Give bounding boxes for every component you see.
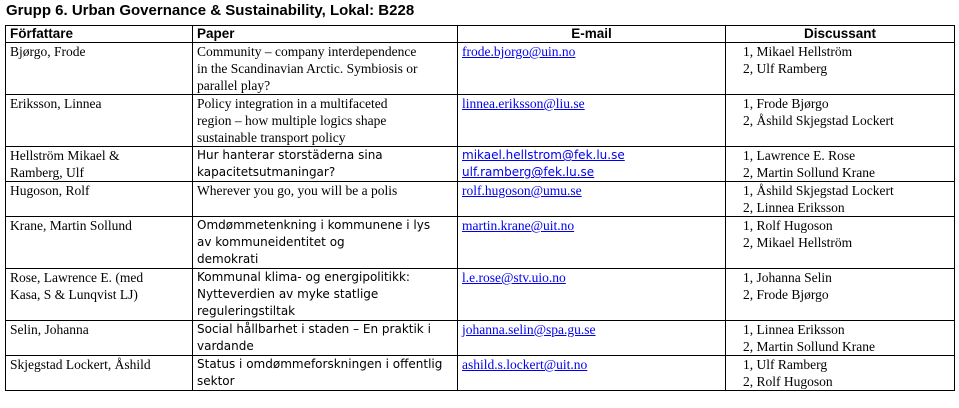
paper-title-line: kapacitetsutmaningar? bbox=[197, 165, 336, 179]
author-line: Kasa, S & Lunqvist LJ) bbox=[10, 287, 138, 302]
paper-title-line: reguleringstiltak bbox=[197, 304, 296, 318]
email-cell bbox=[458, 269, 726, 321]
discussant-line: 1, Åshild Skjegstad Lockert bbox=[743, 183, 894, 198]
paper-title-line: Hur hanterar storstäderna sina bbox=[197, 148, 383, 162]
discussant-line: 1, Rolf Hugoson bbox=[743, 218, 833, 233]
discussant-line: 1, Frode Bjørgo bbox=[743, 96, 829, 111]
session-table bbox=[5, 25, 955, 391]
discussant-line: 2, Mikael Hellström bbox=[743, 235, 853, 250]
author-cell bbox=[6, 356, 193, 391]
email-link[interactable]: l.e.rose@stv.uio.no bbox=[462, 270, 566, 285]
email-link[interactable]: rolf.hugoson@umu.se bbox=[462, 183, 582, 198]
paper-title-line: in the Scandinavian Arctic. Symbiosis or bbox=[197, 61, 418, 76]
discussant-line: 2, Åshild Skjegstad Lockert bbox=[743, 113, 894, 128]
discussant-line: 1, Ulf Ramberg bbox=[743, 357, 828, 372]
paper-title-line: av kommuneidentitet og bbox=[197, 235, 345, 249]
paper-title-line: Omdømmetenkning i kommunene i lys bbox=[197, 218, 431, 232]
email-cell bbox=[458, 217, 726, 269]
paper-title-cell bbox=[193, 147, 458, 182]
author-line: Bjørgo, Frode bbox=[10, 44, 86, 59]
paper-title-line: vardande bbox=[197, 339, 254, 353]
email-link[interactable]: martin.krane@uit.no bbox=[462, 218, 575, 233]
discussant-cell bbox=[726, 356, 955, 391]
header-authors: Författare bbox=[6, 26, 193, 43]
author-cell bbox=[6, 43, 193, 95]
discussant-cell bbox=[726, 95, 955, 147]
paper-title-line: Community – company interdependence bbox=[197, 44, 417, 59]
email-cell bbox=[458, 147, 726, 182]
table-row bbox=[6, 321, 955, 356]
discussant-line: 1, Lawrence E. Rose bbox=[743, 148, 856, 163]
discussant-cell bbox=[726, 182, 955, 217]
table-row bbox=[6, 182, 955, 217]
table-row bbox=[6, 269, 955, 321]
discussant-cell bbox=[726, 43, 955, 95]
paper-title-line: parallel play? bbox=[197, 78, 271, 93]
discussant-cell bbox=[726, 269, 955, 321]
email-cell bbox=[458, 182, 726, 217]
paper-title-cell bbox=[193, 321, 458, 356]
email-link[interactable]: mikael.hellstrom@fek.lu.se bbox=[462, 148, 625, 162]
header-discussant: Discussant bbox=[726, 26, 955, 43]
discussant-line: 2, Martin Sollund Krane bbox=[743, 165, 875, 180]
email-cell bbox=[458, 321, 726, 356]
paper-title-line: Kommunal klima- og energipolitikk: bbox=[197, 270, 410, 284]
table-row bbox=[6, 217, 955, 269]
author-line: Hugoson, Rolf bbox=[10, 183, 90, 198]
paper-title-cell bbox=[193, 95, 458, 147]
discussant-line: 2, Frode Bjørgo bbox=[743, 287, 829, 302]
email-cell bbox=[458, 95, 726, 147]
header-email: E-mail bbox=[458, 26, 726, 43]
author-line: Rose, Lawrence E. (med bbox=[10, 270, 144, 285]
author-line: Krane, Martin Sollund bbox=[10, 218, 132, 233]
author-line: Selin, Johanna bbox=[10, 322, 89, 337]
discussant-line: 1, Johanna Selin bbox=[743, 270, 832, 285]
paper-title-line: Policy integration in a multifaceted bbox=[197, 96, 388, 111]
author-cell bbox=[6, 182, 193, 217]
table-row bbox=[6, 356, 955, 391]
discussant-line: 2, Martin Sollund Krane bbox=[743, 339, 875, 354]
discussant-line: 2, Linnea Eriksson bbox=[743, 200, 845, 215]
paper-title-line: Status i omdømmeforskningen i offentlig bbox=[197, 357, 443, 371]
paper-title-line: demokrati bbox=[197, 252, 259, 266]
author-cell bbox=[6, 147, 193, 182]
email-link[interactable]: linnea.eriksson@liu.se bbox=[462, 96, 585, 111]
email-link[interactable]: ulf.ramberg@fek.lu.se bbox=[462, 165, 595, 179]
paper-title-cell bbox=[193, 43, 458, 95]
table-row bbox=[6, 43, 955, 95]
discussant-line: 1, Mikael Hellström bbox=[743, 44, 853, 59]
author-cell bbox=[6, 321, 193, 356]
discussant-line: 1, Linnea Eriksson bbox=[743, 322, 845, 337]
email-link[interactable]: johanna.selin@spa.gu.se bbox=[462, 322, 596, 337]
author-line: Eriksson, Linnea bbox=[10, 96, 102, 111]
author-cell bbox=[6, 95, 193, 147]
header-paper: Paper bbox=[193, 26, 458, 43]
discussant-cell bbox=[726, 147, 955, 182]
discussant-line: 2, Rolf Hugoson bbox=[743, 374, 833, 389]
author-line: Ramberg, Ulf bbox=[10, 165, 84, 180]
paper-title-line: region – how multiple logics shape bbox=[197, 113, 387, 128]
email-link[interactable]: ashild.s.lockert@uit.no bbox=[462, 357, 588, 372]
table-row bbox=[6, 95, 955, 147]
paper-title-cell bbox=[193, 217, 458, 269]
discussant-cell bbox=[726, 217, 955, 269]
page-title: Grupp 6. Urban Governance & Sustainability, Lokal: B228 bbox=[6, 2, 415, 19]
paper-title-line: Nytteverdien av myke statlige bbox=[197, 287, 379, 301]
discussant-cell bbox=[726, 321, 955, 356]
table-header-row bbox=[6, 26, 955, 43]
author-cell bbox=[6, 269, 193, 321]
author-line: Hellström Mikael & bbox=[10, 148, 120, 163]
author-cell bbox=[6, 217, 193, 269]
author-line: Skjegstad Lockert, Åshild bbox=[10, 357, 151, 372]
paper-title-cell bbox=[193, 269, 458, 321]
paper-title-line: sektor bbox=[197, 374, 235, 388]
email-cell bbox=[458, 356, 726, 391]
discussant-line: 2, Ulf Ramberg bbox=[743, 61, 828, 76]
email-link[interactable]: frode.bjorgo@uin.no bbox=[462, 44, 576, 59]
paper-title-line: Social hållbarhet i staden – En praktik i bbox=[197, 322, 431, 336]
paper-title-cell bbox=[193, 356, 458, 391]
paper-title-cell bbox=[193, 182, 458, 217]
email-cell bbox=[458, 43, 726, 95]
paper-title-line: sustainable transport policy bbox=[197, 130, 346, 145]
paper-title-line: Wherever you go, you will be a polis bbox=[197, 183, 398, 198]
table-row bbox=[6, 147, 955, 182]
